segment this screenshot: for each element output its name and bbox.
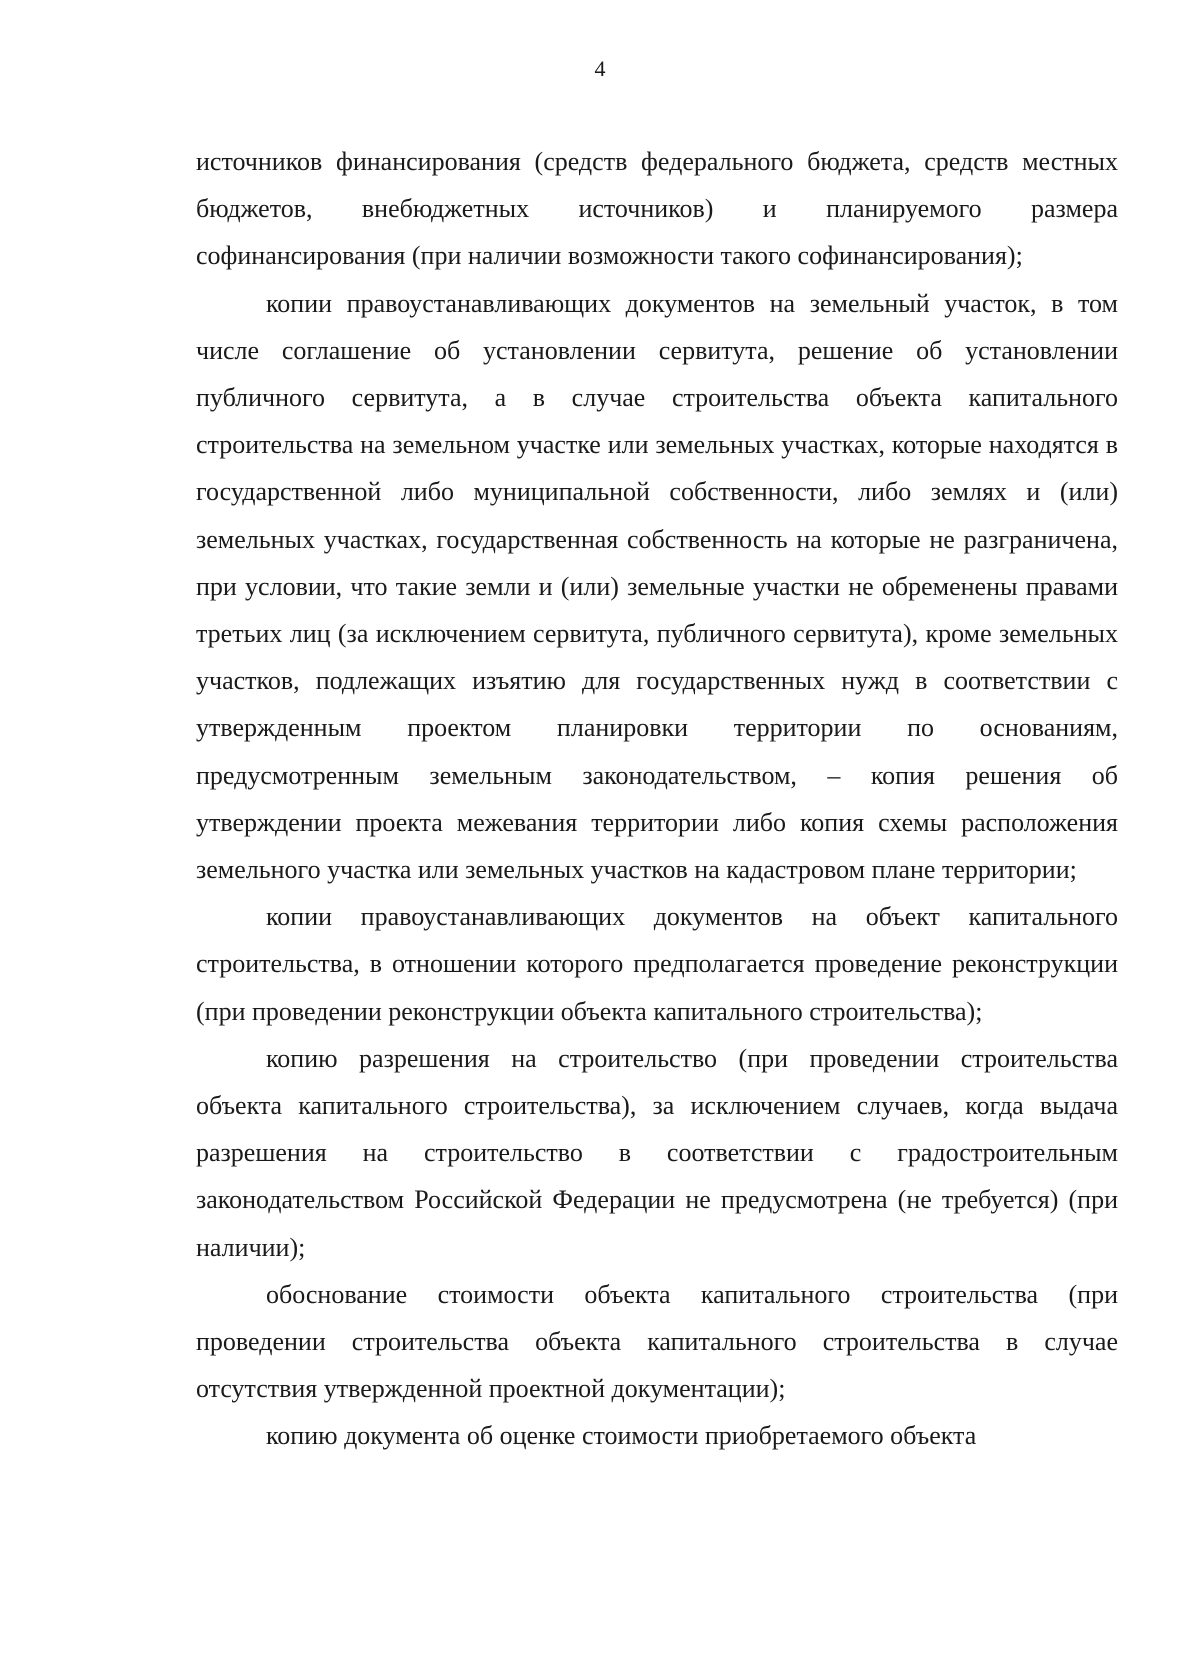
- page-number: 4: [594, 56, 606, 81]
- paragraph-valuation-document: копию документа об оценке стоимости приобретаемого объекта: [266, 1421, 977, 1451]
- document-body: [196, 138, 1118, 1460]
- paragraph-financing-sources: источников финансирования (средств федерального бюджета, средств местных бюджетов, внебюджетных источников) и планируемого размера софинансирования (при наличии возможности такого софинансирования);: [196, 147, 1118, 271]
- paragraph-land-documents: копии правоустанавливающих документов на земельный участок, в том числе соглашение об установлении сервитута, решение об установлении публичного сервитута, а в случае строительства объекта капитального строительства на земельном участке или земельных участках, которые находятся в государственной либо муниципальной собственности, либо землях и (или) земельных участках, государственная собственность на которые не разграничена, при условии, что такие земли и (или) земельные участки не обременены правами третьих лиц (за исключением сервитута, публичного сервитута), кроме земельных участков, подлежащих изъятию для государственных нужд в соответствии с утвержденным проектом планировки территории по основаниям, предусмотренным земельным законодательством, – копия решения об утверждении проекта межевания территории либо копия схемы расположения земельного участка или земельных участков на кадастровом плане территории;: [196, 288, 1118, 885]
- paragraph-building-documents: копии правоустанавливающих документов на объект капитального строительства, в отношении которого предполагается проведение реконструкции (при проведении реконструкции объекта капитального строительства);: [196, 902, 1118, 1026]
- paragraph-cost-justification: обоснование стоимости объекта капитального строительства (при проведении строительства объекта капитального строительства в случае отсутствия утвержденной проектной документации);: [196, 1279, 1118, 1404]
- paragraph-construction-permit: копию разрешения на строительство (при проведении строительства объекта капитального строительства), за исключением случаев, когда выдача разрешения на строительство в соответствии с градостроительным законодательством Российской Федерации не предусмотрена (не требуется) (при наличии);: [196, 1043, 1118, 1262]
